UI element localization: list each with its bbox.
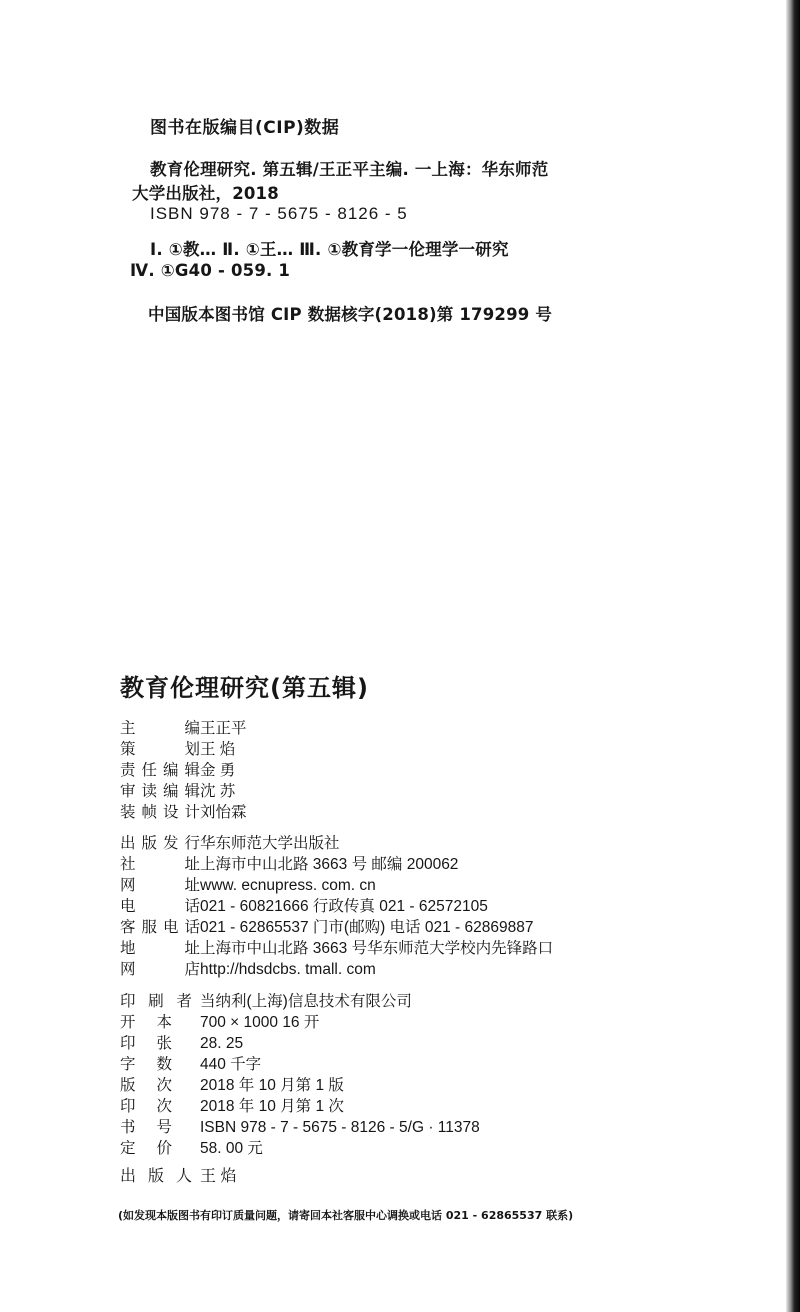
row-label: 出版人 (120, 1166, 192, 1185)
editor-row (120, 718, 247, 739)
row-value: 700 × 1000 16 开 (200, 1014, 320, 1031)
quality-notice: (如发现本版图书有印订质量问题，请寄回本社客服中心调换或电话 021 - 62865537 联系) (118, 1209, 574, 1222)
printing-row (120, 1075, 344, 1096)
publisher-row (120, 917, 533, 938)
row-label: 社址 (120, 855, 200, 873)
row-label: 网店 (120, 960, 200, 978)
row-label: 印刷者 (120, 992, 192, 1010)
row-value: 2018 年 10 月第 1 次 (200, 1098, 344, 1115)
row-value: 上海市中山北路 3663 号华东师范大学校内先锋路口 (200, 940, 554, 957)
publisher-row (120, 854, 458, 875)
editor-row (120, 781, 235, 802)
row-label: 出版发行 (120, 834, 200, 852)
printing-row (120, 991, 412, 1012)
printing-row (120, 1054, 261, 1075)
row-label: 电话 (120, 897, 200, 915)
book-title: 教育伦理研究(第五辑) (120, 674, 369, 702)
cip-classification-2: Ⅳ. ①G40 - 059. 1 (130, 261, 291, 280)
row-value: 440 千字 (200, 1056, 262, 1073)
row-value: ISBN 978 - 7 - 5675 - 8126 - 5/G · 11378 (200, 1119, 480, 1136)
cip-classification-1: Ⅰ. ①教… Ⅱ. ①王… Ⅲ. ①教育学一伦理学一研究 (150, 240, 509, 259)
row-value: http://hdsdcbs. tmall. com (200, 961, 376, 978)
row-label: 地址 (120, 939, 200, 957)
editor-row (120, 760, 235, 781)
row-label: 印张 (120, 1034, 172, 1052)
row-value: 28. 25 (200, 1035, 244, 1052)
row-label: 定价 (120, 1139, 172, 1157)
row-label: 版次 (120, 1076, 172, 1094)
publisher-row (120, 833, 340, 854)
row-label: 网址 (120, 876, 200, 894)
editor-row (120, 739, 235, 760)
row-value: www. ecnupress. com. cn (200, 877, 376, 894)
row-value: 58. 00 元 (200, 1140, 263, 1157)
row-value: 021 - 62865537 门市(邮购) 电话 021 - 62869887 (200, 919, 534, 936)
row-value: 021 - 60821666 行政传真 021 - 62572105 (200, 898, 488, 915)
row-value: 王 焰 (200, 1168, 237, 1185)
publisher-row (120, 959, 376, 980)
row-value: 王 焰 (200, 741, 236, 758)
publisher-row (120, 896, 488, 917)
row-label: 装帧设计 (120, 803, 200, 821)
row-value: 刘怡霖 (200, 804, 247, 821)
row-label: 责任编辑 (120, 761, 200, 779)
row-label: 策划 (120, 740, 200, 758)
cip-line-1: 教育伦理研究. 第五辑/王正平主编. 一上海：华东师范 (150, 160, 549, 179)
printing-row (120, 1096, 344, 1117)
editor-row (120, 802, 247, 823)
row-label: 客服电话 (120, 918, 200, 936)
row-value: 2018 年 10 月第 1 版 (200, 1077, 344, 1094)
printing-row (120, 1117, 480, 1138)
page-edge-shadow (786, 0, 800, 1312)
row-value: 王正平 (200, 720, 247, 737)
cip-line-2: 大学出版社，2018 (132, 184, 279, 203)
cip-title: 图书在版编目(CIP)数据 (150, 118, 340, 138)
row-value: 华东师范大学出版社 (200, 835, 340, 852)
publisher-row (120, 875, 376, 896)
row-value: 金 勇 (200, 762, 236, 779)
row-label: 审读编辑 (120, 782, 200, 800)
row-value: 上海市中山北路 3663 号 邮编 200062 (200, 856, 459, 873)
cip-isbn: ISBN 978 - 7 - 5675 - 8126 - 5 (150, 204, 408, 223)
row-label: 书号 (120, 1118, 172, 1136)
row-label: 主编 (120, 719, 200, 737)
issuer-row (120, 1166, 236, 1187)
row-label: 字数 (120, 1055, 172, 1073)
cip-record-number: 中国版本图书馆 CIP 数据核字(2018)第 179299 号 (148, 305, 553, 324)
publisher-row (120, 938, 553, 959)
row-label: 开本 (120, 1013, 172, 1031)
printing-row (120, 1138, 263, 1159)
printing-row (120, 1012, 319, 1033)
row-label: 印次 (120, 1097, 172, 1115)
printing-row (120, 1033, 243, 1054)
row-value: 沈 苏 (200, 783, 236, 800)
row-value: 当纳利(上海)信息技术有限公司 (200, 993, 412, 1010)
